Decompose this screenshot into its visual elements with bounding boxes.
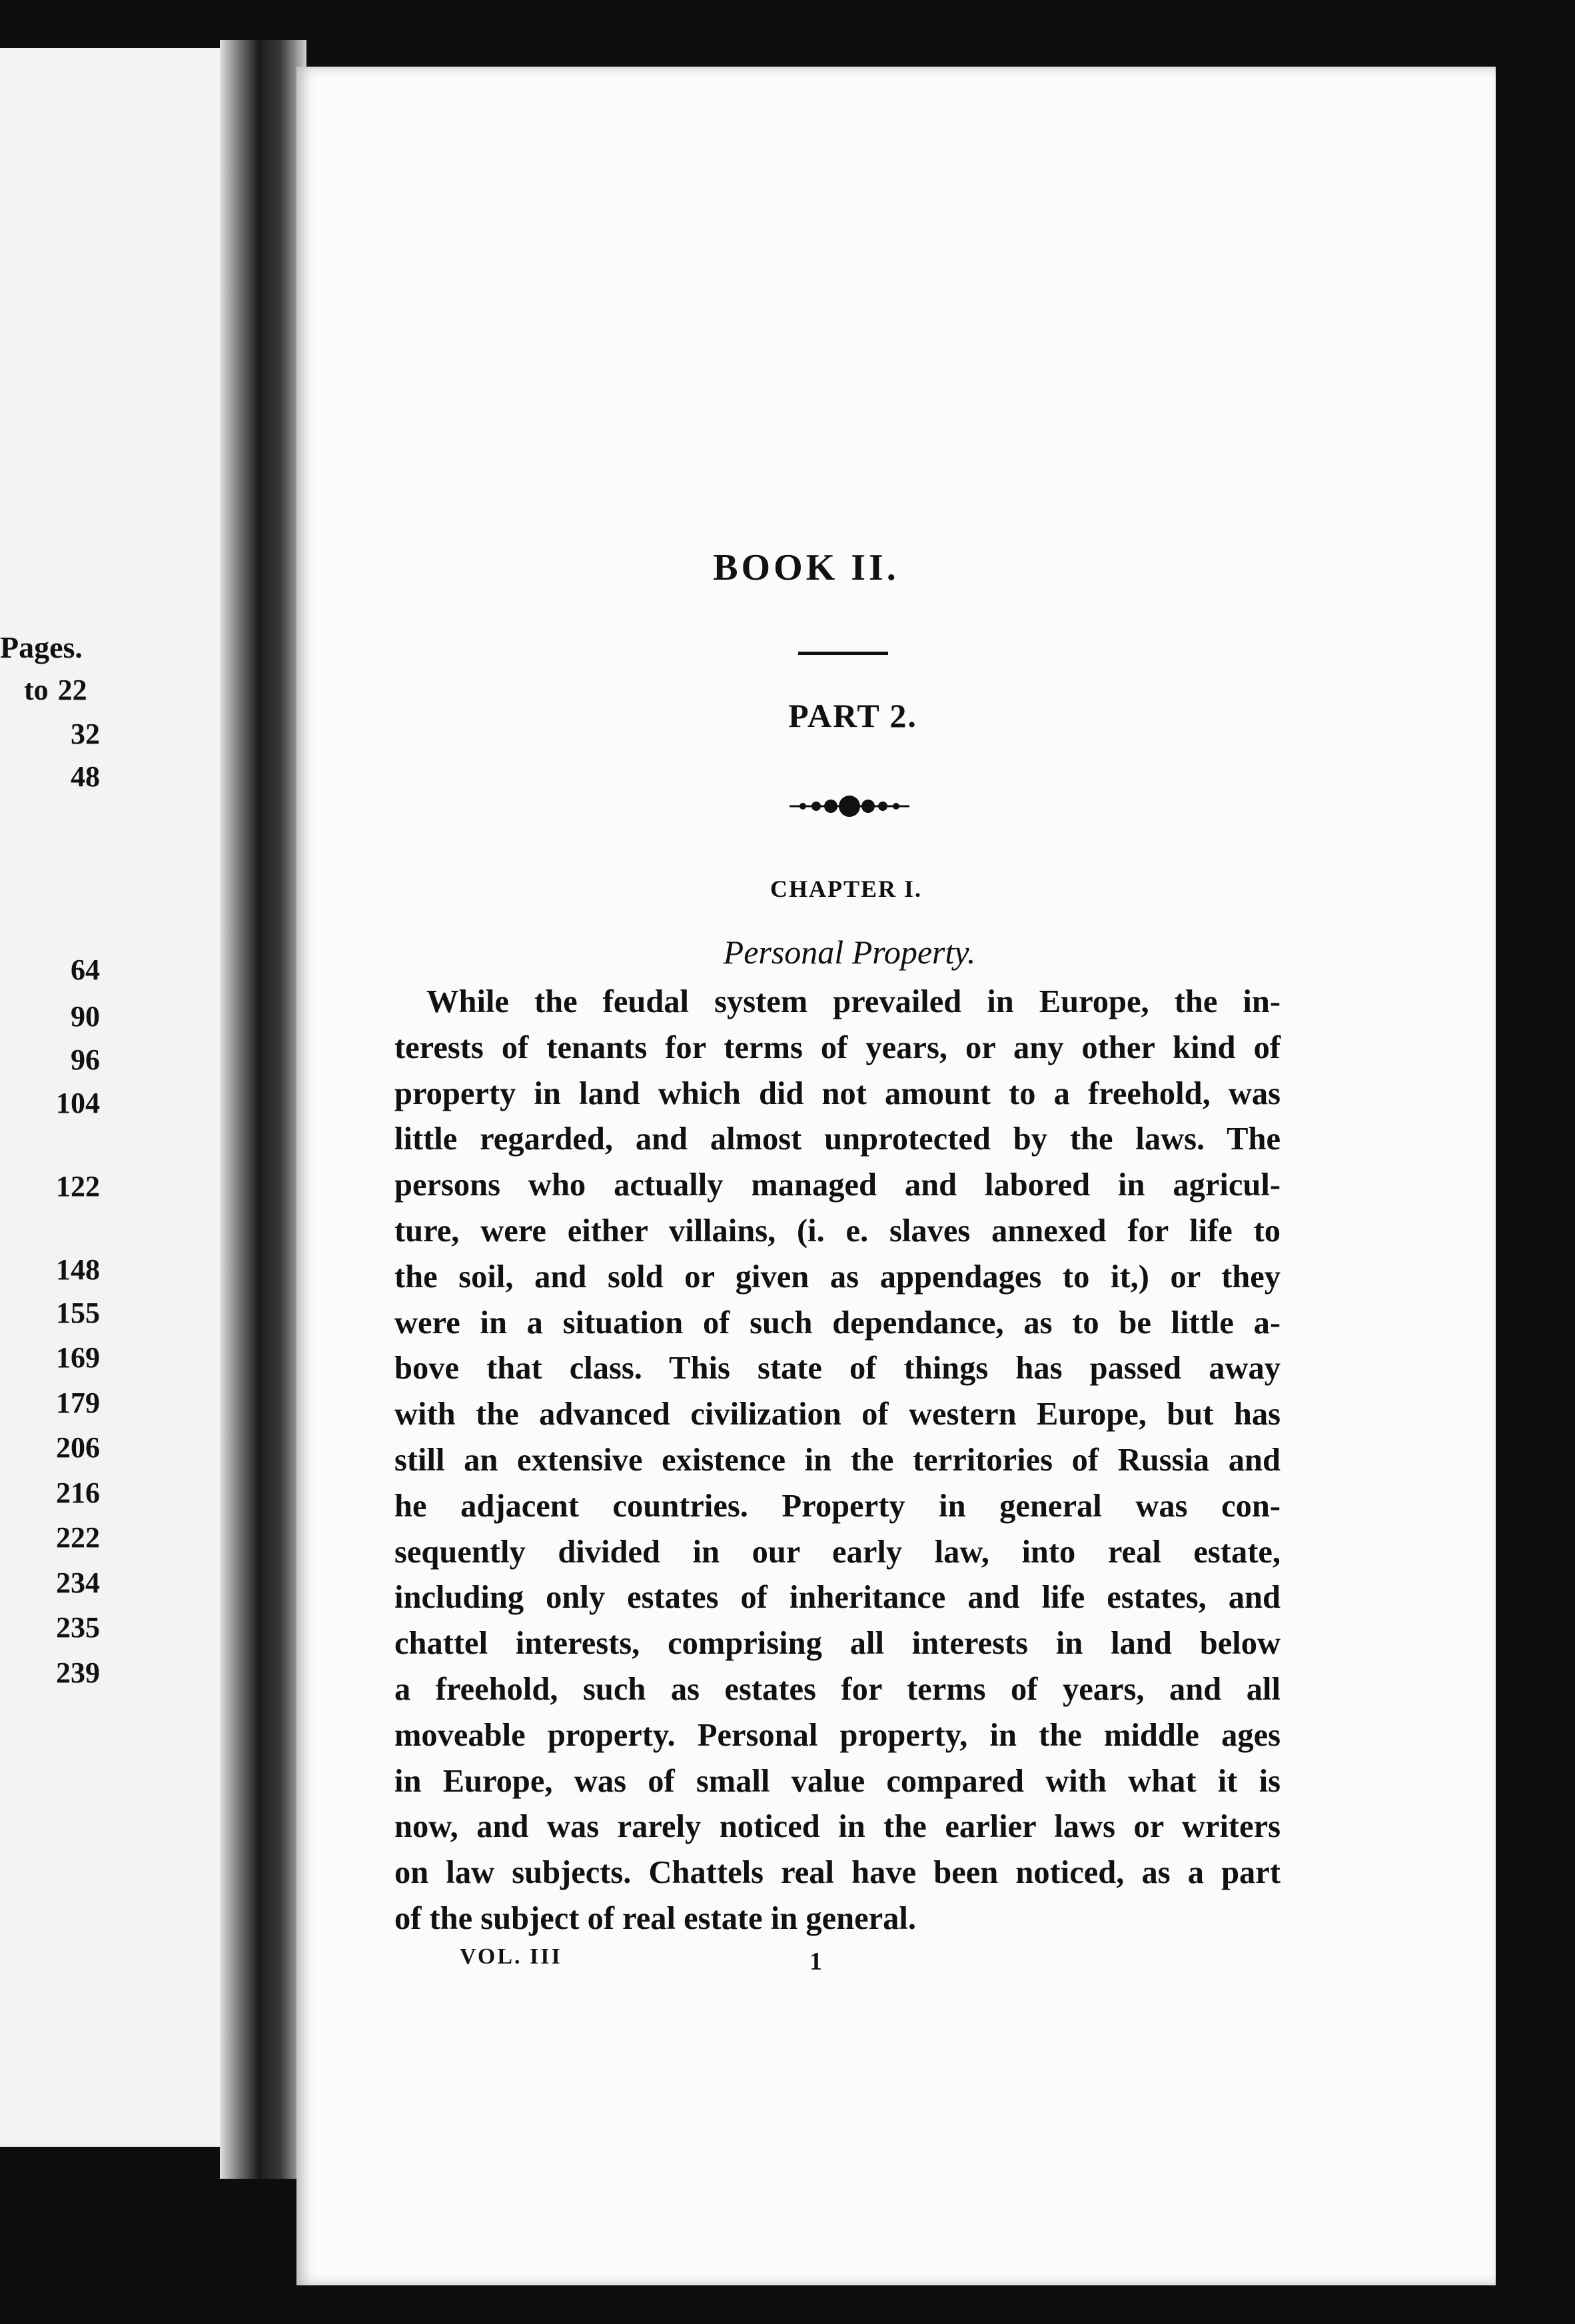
page-number: 169 [56,1341,100,1374]
text-line: still an extensive existence in the territories of Russia and [394,1442,1281,1478]
text-line: a freehold, such as estates for terms of years, and all [394,1671,1281,1707]
text-line: property in land which did not amount to a freehold, was [394,1075,1281,1111]
text-line: of the subject of real estate in general. [394,1900,916,1936]
page-number: 90 [71,1000,100,1033]
text-line: chattel interests, comprising all interests in land below [394,1626,1281,1662]
book-gutter [220,40,306,2179]
gathering-number: 1 [809,1948,822,1976]
page-number: 32 [71,718,100,750]
page-number: 235 [56,1611,100,1644]
signature-mark: VOL. III [460,1944,562,1969]
page-number: 206 [56,1431,100,1464]
text-line: he adjacent countries. Property in general was con- [394,1488,1281,1524]
text-line: were in a situation of such dependance, as to be little a- [394,1305,1281,1341]
page-number: 179 [56,1387,100,1419]
chapter-title: CHAPTER I. [770,875,923,902]
text-line: the soil, and sold or given as appendages to it,) or they [394,1259,1281,1295]
ornament-icon [789,793,909,820]
page-number: 155 [56,1297,100,1329]
page-number: 22 [57,674,87,706]
page-number: 239 [56,1656,100,1689]
text-line: terests of tenants for terms of years, or any other kind of [394,1029,1281,1065]
page-number: 148 [56,1253,100,1286]
previous-page [0,48,233,2147]
page-number: 64 [71,953,100,986]
text-line: with the advanced civilization of western Europe, but has [394,1397,1281,1433]
title-divider [798,652,888,655]
book-title: BOOK II. [713,547,899,588]
page-number: 96 [71,1043,100,1076]
text-line: including only estates of inheritance and life estates, and [394,1580,1281,1616]
pages-heading: Pages. [0,630,83,664]
page-number: 48 [71,760,100,793]
page-number: 122 [56,1170,100,1203]
text-line: in Europe, was of small value compared with what it is [394,1763,1281,1799]
part-title: PART 2. [788,697,917,734]
text-line: bove that class. This state of things has passed away [394,1351,1281,1387]
text-line: persons who actually managed and labored in agricul- [394,1167,1281,1203]
range-prefix: to [24,674,49,706]
text-line: on law subjects. Chattels real have been noticed, as a part [394,1855,1281,1891]
text-line: While the feudal system prevailed in Europe, the in- [426,984,1281,1019]
page-number: 216 [56,1476,100,1509]
page-number: 234 [56,1566,100,1599]
page-number: 104 [56,1087,100,1119]
page-number: 222 [56,1521,100,1554]
text-line: ture, were either villains, (i. e. slaves annexed for life to [394,1213,1281,1249]
section-title: Personal Property. [723,933,976,971]
text-line: little regarded, and almost unprotected by the laws. The [394,1121,1281,1157]
body-text [394,979,1281,1942]
text-line: now, and was rarely noticed in the earlier laws or writers [394,1809,1281,1845]
text-line: moveable property. Personal property, in the middle ages [394,1717,1281,1753]
pages-range-first [15,673,87,707]
text-line: sequently divided in our early law, into real estate, [394,1534,1281,1570]
